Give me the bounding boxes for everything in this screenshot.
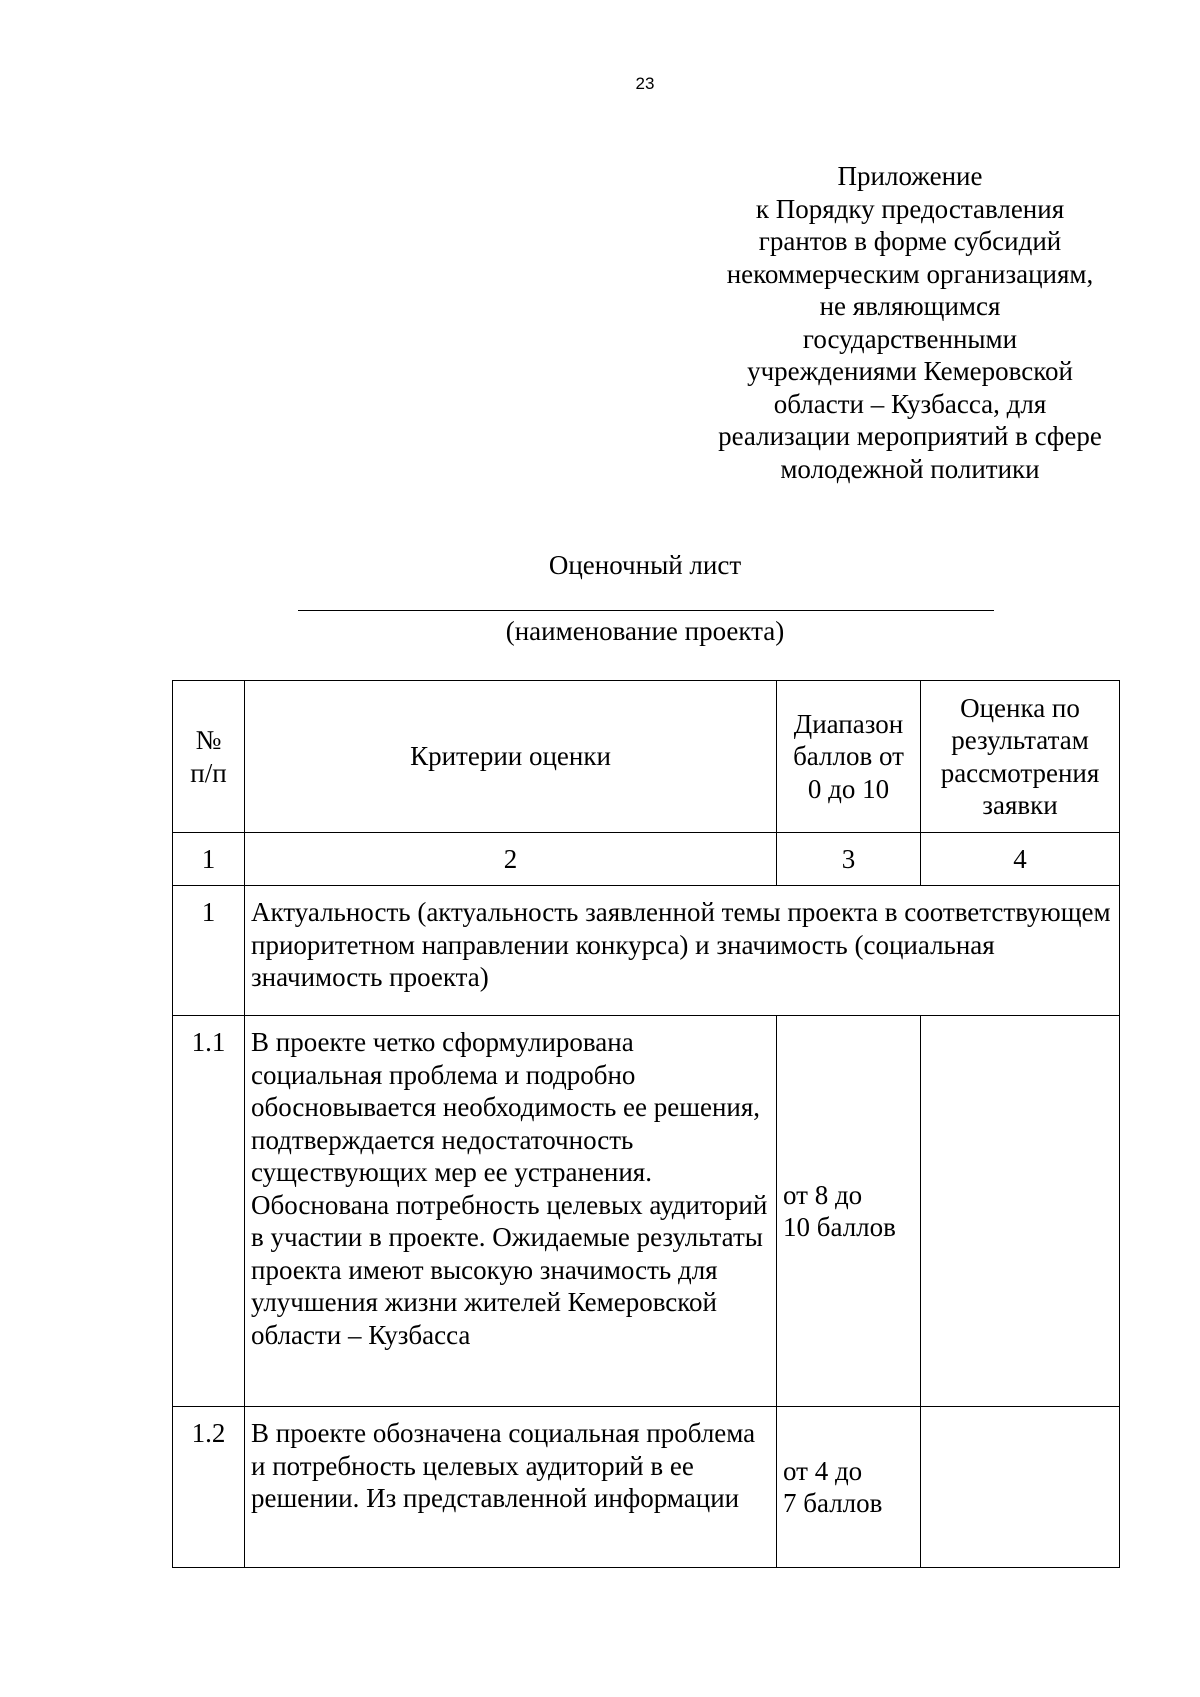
appendix-line: грантов в форме субсидий — [758, 226, 1062, 256]
appendix-header — [700, 160, 1120, 485]
column-number: 1 — [173, 833, 245, 886]
criterion-text: Актуальность (актуальность заявленной темы проекта в соответствующем приоритетном направлении конкурса) и значимость (социальная значимость проекта) — [245, 886, 1120, 1016]
header-score-line: результатам — [951, 725, 1089, 755]
score-range-line: от 8 до — [783, 1179, 863, 1210]
table-row — [173, 886, 1120, 1016]
header-range-line: Диапазон — [793, 708, 904, 739]
score-range-line: 7 баллов — [783, 1488, 883, 1518]
score-range — [777, 1407, 921, 1568]
appendix-line: к Порядку предоставления — [755, 193, 1065, 224]
score-range-line: от 4 до — [783, 1455, 863, 1486]
project-name-caption: (наименование проекта) — [505, 616, 785, 646]
row-number: 1.1 — [173, 1016, 245, 1407]
criterion-text: В проекте обозначена социальная проблема и потребность целевых аудиторий в ее решении. Из представленной информации — [245, 1407, 777, 1568]
appendix-line: государственными — [802, 323, 1018, 354]
header-num-line: № — [195, 725, 222, 755]
column-number-row — [173, 833, 1120, 886]
header-score — [921, 681, 1120, 833]
header-num-line: п/п — [190, 757, 227, 788]
score-range — [777, 1016, 921, 1407]
header-score-line: Оценка по — [960, 692, 1080, 723]
header-num — [173, 681, 245, 833]
appendix-line: молодежной политики — [780, 453, 1040, 484]
evaluation-table — [172, 680, 1120, 1568]
header-score-line: заявки — [982, 790, 1058, 820]
criterion-text: В проекте четко сформулирована социальная проблема и подробно обосновывается необходимость ее решения, подтверждается недостаточность существующих мер ее устранения. Обоснована потребность целевых аудиторий в участии в проекте. Ожидаемые результаты проекта имеют высокую значимость для улучшения жизни жителей Кемеровской области – Кузбасса — [245, 1016, 777, 1407]
header-range-line: баллов от — [793, 741, 904, 772]
header-criteria: Критерии оценки — [245, 681, 777, 833]
appendix-line: учреждениями Кемеровской — [747, 356, 1073, 386]
header-score-line: рассмотрения — [940, 757, 1100, 788]
column-number: 2 — [245, 833, 777, 886]
appendix-line: области – Кузбасса, для — [773, 388, 1047, 419]
column-number: 3 — [777, 833, 921, 886]
appendix-line: некоммерческим организациям, — [726, 258, 1094, 289]
score-cell[interactable] — [921, 1016, 1120, 1407]
document-title: Оценочный лист — [548, 550, 742, 580]
row-number: 1.2 — [173, 1407, 245, 1568]
project-name-fill-line — [298, 610, 994, 611]
table-header-row — [173, 681, 1120, 833]
page-number: 23 — [635, 74, 655, 93]
score-cell[interactable] — [921, 1407, 1120, 1568]
score-range-line: 10 баллов — [783, 1212, 896, 1242]
appendix-line: Приложение — [837, 161, 983, 191]
appendix-line: не являющимся — [819, 291, 1001, 321]
appendix-line: реализации мероприятий в сфере — [718, 421, 1102, 451]
row-number: 1 — [173, 886, 245, 1016]
header-range-line: 0 до 10 — [807, 773, 890, 804]
header-range — [777, 681, 921, 833]
column-number: 4 — [921, 833, 1120, 886]
table-row — [173, 1407, 1120, 1568]
table-row — [173, 1016, 1120, 1407]
